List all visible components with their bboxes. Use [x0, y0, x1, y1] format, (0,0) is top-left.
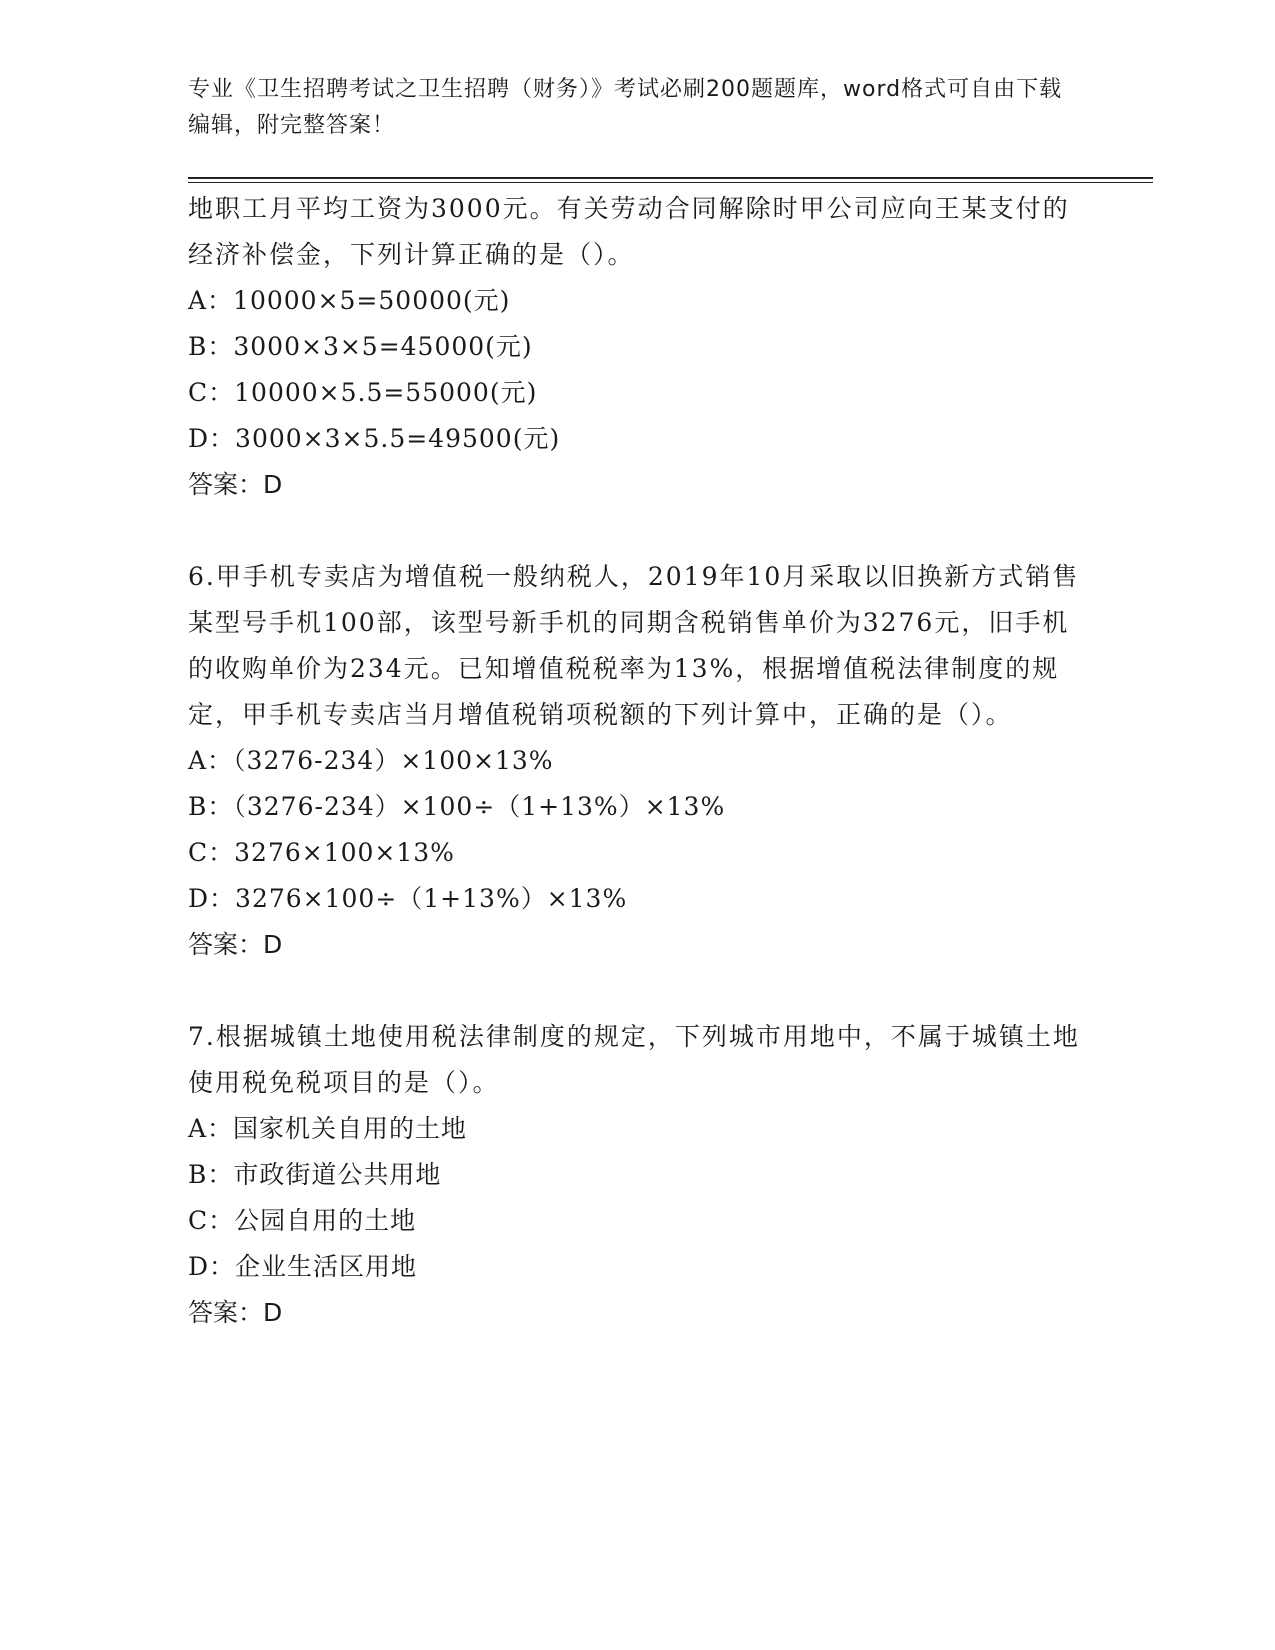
option-c: C：10000×5.5=55000(元): [188, 378, 538, 407]
option-c: C：公园自用的土地: [188, 1206, 417, 1235]
header-divider-thin: [188, 182, 1153, 183]
option-a: A：10000×5=50000(元): [188, 286, 511, 315]
page-header: 专业《卫生招聘考试之卫生招聘（财务）》考试必刷200题题库，word格式可自由下载编辑，附完整答案！: [188, 77, 1063, 138]
answer: 答案：D: [188, 1298, 283, 1327]
option-d: D：企业生活区用地: [188, 1252, 418, 1281]
question-7: [188, 1014, 1088, 1336]
question-text: 7.根据城镇土地使用税法律制度的规定，下列城市用地中，不属于城镇土地使用税免税项目的是（）。: [188, 1022, 1080, 1097]
option-d: D：3000×3×5.5=49500(元): [188, 424, 561, 453]
option-c: C：3276×100×13%: [188, 838, 455, 867]
question-6: [188, 554, 1088, 968]
question-list: [188, 186, 1088, 1336]
option-a: A：（3276-234）×100×13%: [188, 746, 554, 775]
question-5-continued: [188, 186, 1088, 508]
question-text: 6.甲手机专卖店为增值税一般纳税人，2019年10月采取以旧换新方式销售某型号手机100部，该型号新手机的同期含税销售单价为3276元，旧手机的收购单价为234元。已知增值税税率为13%，根据增值税法律制度的规定，甲手机专卖店当月增值税销项税额的下列计算中，正确的是（）。: [188, 562, 1080, 729]
option-a: A：国家机关自用的土地: [188, 1114, 468, 1143]
option-b: B：3000×3×5=45000(元): [188, 332, 533, 361]
option-d: D：3276×100÷（1+13%）×13%: [188, 884, 628, 913]
header-divider: [188, 177, 1153, 179]
option-b: B：市政街道公共用地: [188, 1160, 442, 1189]
answer: 答案：D: [188, 470, 283, 499]
option-b: B：（3276-234）×100÷（1+13%）×13%: [188, 792, 726, 821]
answer: 答案：D: [188, 930, 283, 959]
question-text: 地职工月平均工资为3000元。有关劳动合同解除时甲公司应向王某支付的经济补偿金，下列计算正确的是（）。: [188, 194, 1070, 269]
